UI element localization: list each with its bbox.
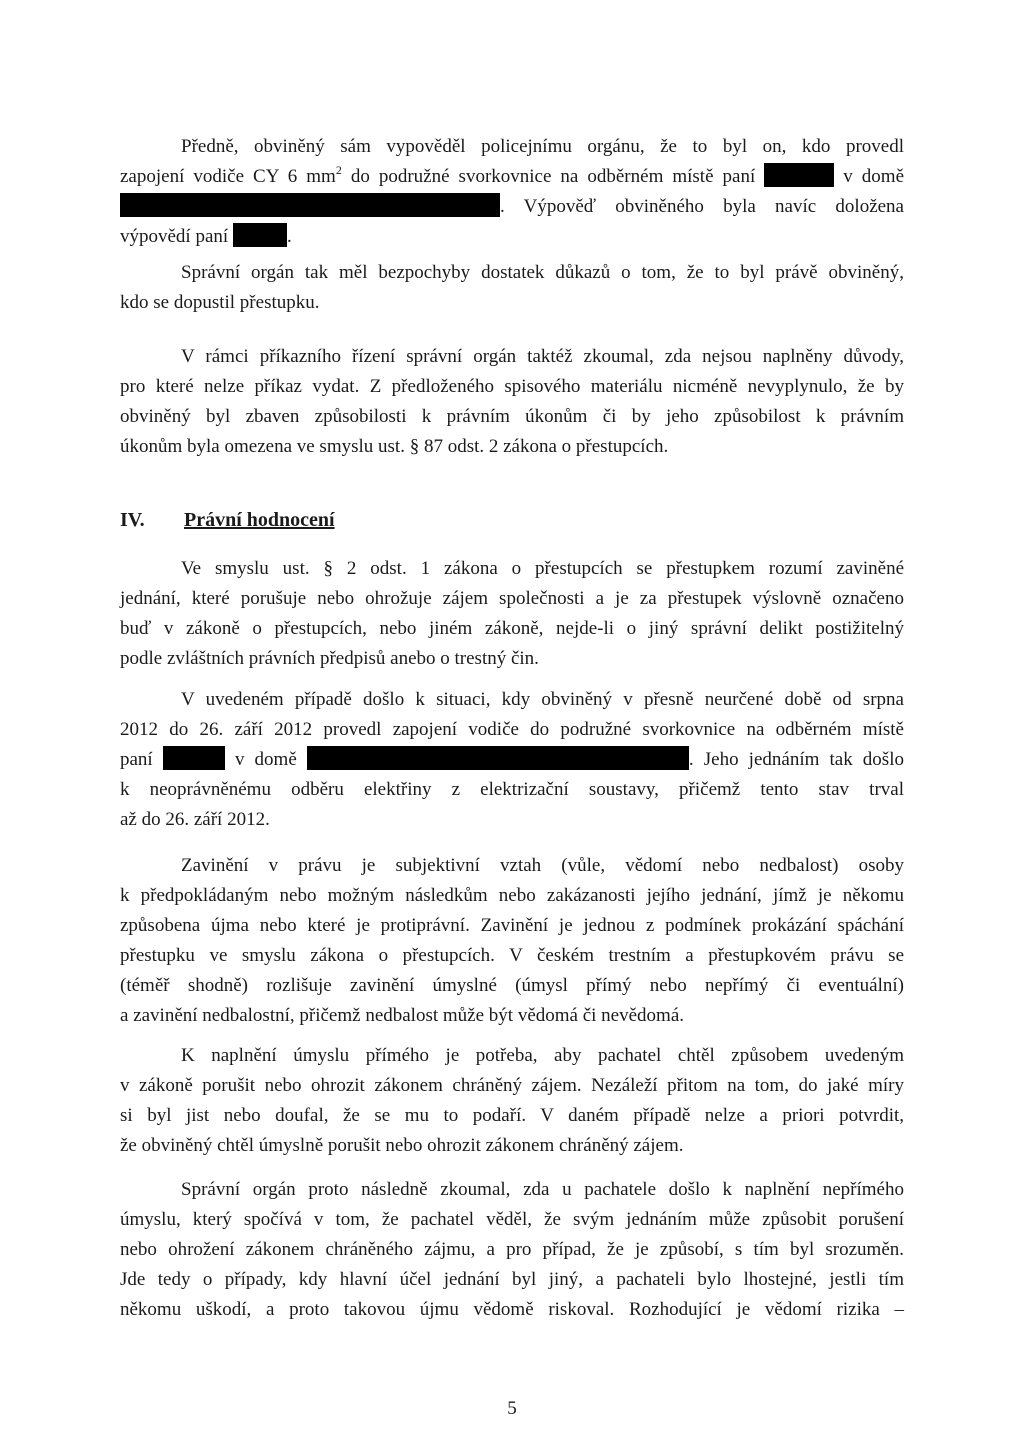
redaction-bar (764, 163, 834, 187)
text-line: k předpokládaným nebo možným následkům nebo zakázanosti jejího jednání, jímž je někomu (120, 885, 904, 906)
text-line: přestupku ve smyslu zákona o přestupcích. V českém trestním a přestupkovém právu se (120, 945, 904, 966)
paragraph-indirect-intent (120, 1175, 904, 1325)
paragraph-evidence (120, 258, 904, 318)
text-line: V rámci příkazního řízení správní orgán taktéž zkoumal, zda nejsou naplněny důvody, (181, 346, 904, 367)
text-line: buď v zákoně o přestupcích, nebo jiném zákoně, nejde-li o jiný správní delikt postižitelný (120, 618, 904, 639)
text-line: si byl jist nebo doufal, že se mu to podaří. V daném případě nelze a priori potvrdit, (120, 1105, 904, 1126)
text-line: k neoprávněnému odběru elektřiny z elektrizační soustavy, přičemž tento stav trval (120, 779, 904, 800)
paragraph-direct-intent (120, 1041, 904, 1161)
text-line: Ve smyslu ust. § 2 odst. 1 zákona o přestupcích se přestupkem rozumí zaviněné (181, 558, 904, 579)
text-line: paní v domě . Jeho jednáním tak došlo (120, 745, 904, 775)
text-line: že obviněný chtěl úmyslně porušit nebo ohrozit zákonem chráněný zájem. (120, 1135, 684, 1156)
text-line: Správní orgán tak měl bezpochyby dostatek důkazů o tom, že to byl právě obviněný, (181, 262, 904, 283)
paragraph-confession (120, 132, 904, 252)
text-line: 2012 do 26. září 2012 provedl zapojení vodiče do podružné svorkovnice na odběrném místě (120, 719, 904, 740)
text-line: zapojení vodiče CY 6 $mm^2$ do podružné svorkovnice na odběrném místě paní v domě (120, 163, 905, 187)
text-line: jednání, které porušuje nebo ohrožuje zájem společnosti a je za přestupek výslovně označeno (120, 588, 904, 609)
text-line: a zavinění nedbalostní, přičemž nedbalost může být vědomá či nevědomá. (120, 1005, 684, 1026)
text-line: úmyslu, který spočívá v tom, že pachatel věděl, že svým jednáním může způsobit porušení (120, 1209, 904, 1230)
text-line: kdo se dopustil přestupku. (120, 292, 320, 313)
redaction-bar (163, 746, 225, 770)
text-line: až do 26. září 2012. (120, 809, 270, 830)
text-line: v zákoně porušit nebo ohrozit zákonem chráněný zájem. Nezáleží přitom na tom, do jaké míry (120, 1075, 904, 1096)
text-line: někomu uškodí, a proto takovou újmu vědomě riskoval. Rozhodující je vědomí rizika – (120, 1299, 904, 1320)
text-line: Předně, obviněný sám vypověděl policejnímu orgánu, že to byl on, kdo provedl (181, 136, 904, 157)
text-line: obviněný byl zbaven způsobilosti k právním úkonům či by jeho způsobilost k právním (120, 406, 904, 427)
paragraph-situation (120, 685, 904, 835)
text-line: pro které nelze příkaz vydat. Z předloženého spisového materiálu nicméně nevyplynulo, že by (120, 376, 904, 397)
paragraph-procedure (120, 342, 904, 462)
text-line: K naplnění úmyslu přímého je potřeba, aby pachatel chtěl způsobem uvedeným (181, 1045, 904, 1066)
redaction-bar (307, 746, 689, 770)
section-heading (120, 505, 335, 535)
text-line: podle zvláštních právních předpisů anebo o trestný čin. (120, 648, 539, 669)
text-line: výpovědí paní . (120, 222, 904, 252)
text-line: Zavinění v právu je subjektivní vztah (vůle, vědomí nebo nedbalost) osoby (181, 855, 904, 876)
section-title: Právní hodnocení (184, 509, 335, 531)
paragraph-definition (120, 554, 904, 674)
redaction-bar (233, 223, 287, 247)
text-line: Správní orgán proto následně zkoumal, zda u pachatele došlo k naplnění nepřímého (181, 1179, 904, 1200)
text-line: (téměř shodně) rozlišuje zavinění úmyslné (úmysl přímý nebo nepřímý či eventuální) (120, 975, 904, 996)
text-line: nebo ohrožení zákonem chráněného zájmu, a pro případ, že je způsobí, s tím byl srozuměn. (120, 1239, 904, 1260)
section-number: IV. (120, 509, 145, 531)
text-line: V uvedeném případě došlo k situaci, kdy obviněný v přesně neurčené době od srpna (181, 689, 904, 710)
text-line: úkonům byla omezena ve smyslu ust. § 87 odst. 2 zákona o přestupcích. (120, 436, 669, 457)
superscript: 2 (335, 163, 342, 177)
paragraph-culpability (120, 851, 904, 1031)
text-line: způsobena újma nebo které je protiprávní. Zavinění je jednou z podmínek prokázání spáchání (120, 915, 904, 936)
page-number: 5 (507, 1398, 517, 1419)
text-line: . Výpověď obviněného byla navíc doložena (120, 192, 904, 222)
text-line: Jde tedy o případy, kdy hlavní účel jednání byl jiný, a pachateli bylo lhostejné, jestli tím (120, 1269, 904, 1290)
redaction-bar (120, 193, 500, 217)
